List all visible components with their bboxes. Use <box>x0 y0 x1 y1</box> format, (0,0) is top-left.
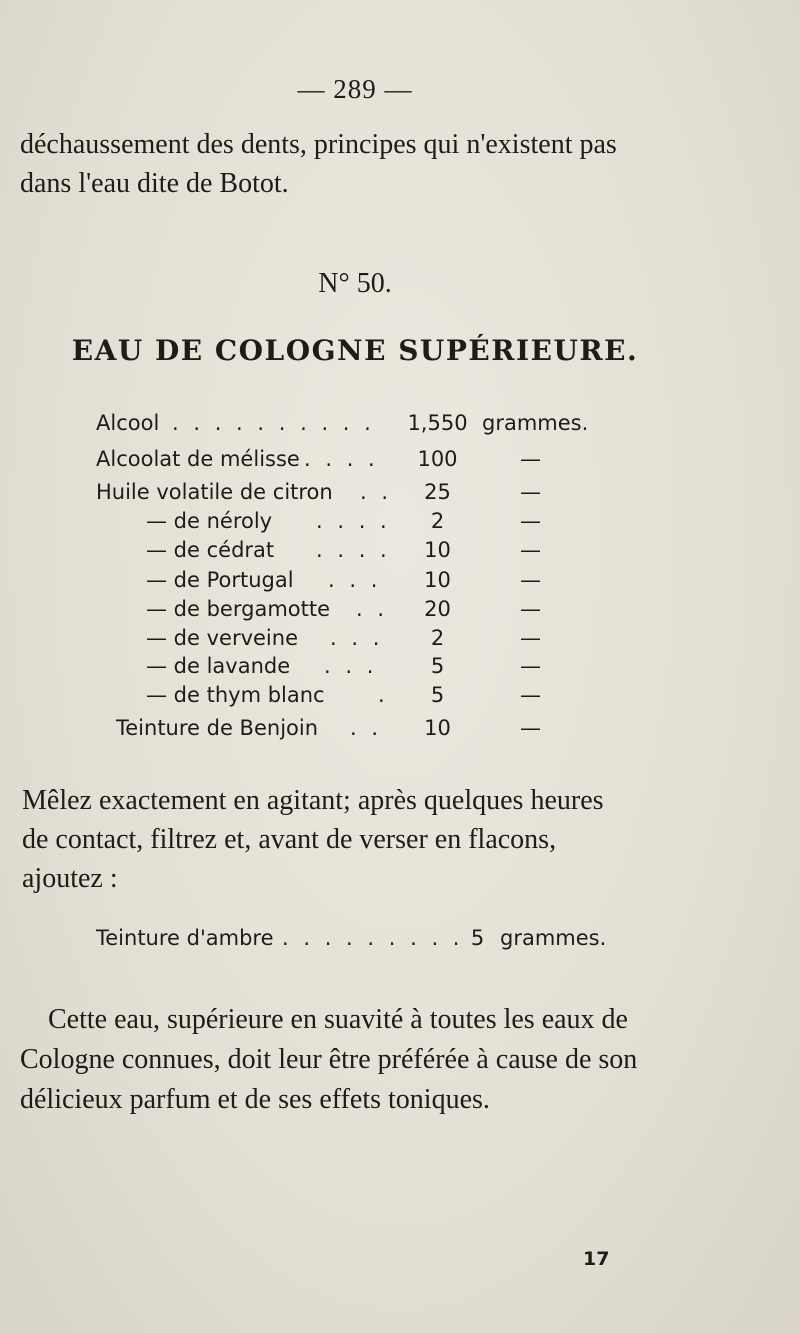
ingredient-unit: — <box>520 538 541 562</box>
closing-line-3: délicieux parfum et de ses effets toniques. <box>20 1084 490 1115</box>
ingredient-quantity: 1,550 <box>407 411 468 435</box>
ingredient-quantity: 5 <box>430 654 445 678</box>
ingredient-name: — de Portugal <box>146 568 294 592</box>
ingredient-unit: grammes. <box>500 926 607 950</box>
ingredient-quantity: 10 <box>424 538 451 562</box>
ingredient-leader: . <box>378 683 389 707</box>
ingredient-unit: — <box>520 509 541 533</box>
ingredient-leader: . . . <box>330 626 384 650</box>
ingredient-name: Teinture d'ambre <box>96 926 274 950</box>
ingredient-unit: — <box>520 654 541 678</box>
ingredient-leader: . . . <box>328 568 382 592</box>
ingredient-quantity: 5 <box>430 683 445 707</box>
signature-mark: 17 <box>583 1248 610 1270</box>
ingredient-quantity: 20 <box>424 597 451 621</box>
ingredient-unit: grammes. <box>482 411 589 435</box>
ingredient-quantity: 100 <box>417 447 458 471</box>
ingredient-leader: . . <box>350 716 383 740</box>
ingredient-name: — de lavande <box>146 654 291 678</box>
ingredient-row <box>0 441 800 477</box>
intro-line-1: déchaussement des dents, principes qui n'existent pas <box>20 129 617 160</box>
ingredient-leader: . . . . . . . . . <box>282 926 464 950</box>
ingredient-unit: — <box>520 683 541 707</box>
amber-ingredient-row <box>0 920 800 956</box>
ingredient-quantity: 2 <box>430 626 445 650</box>
closing-line-2: Cologne connues, doit leur être préférée à cause de son <box>20 1044 638 1075</box>
recipe-title: EAU DE COLOGNE SUPÉRIEURE. <box>71 334 639 367</box>
ingredient-leader: . . <box>360 480 393 504</box>
ingredient-unit: — <box>520 568 541 592</box>
ingredient-quantity: 10 <box>424 716 451 740</box>
ingredient-name: Alcool <box>96 411 160 435</box>
ingredient-name: Huile volatile de citron <box>96 480 333 504</box>
ingredient-unit: — <box>520 716 541 740</box>
instructions-line-3: ajoutez : <box>22 863 118 894</box>
ingredient-leader: . . . . <box>316 509 391 533</box>
ingredient-row <box>0 710 800 746</box>
instructions-line-2: de contact, filtrez et, avant de verser en flacons, <box>22 824 557 855</box>
ingredient-name: — de néroly <box>146 509 273 533</box>
ingredient-name: Teinture de Benjoin <box>116 716 319 740</box>
ingredient-unit: — <box>520 597 541 621</box>
ingredient-name: — de thym blanc <box>146 683 325 707</box>
ingredient-unit: — <box>520 447 541 471</box>
ingredient-name: — de bergamotte <box>146 597 331 621</box>
ingredient-quantity: 2 <box>430 509 445 533</box>
ingredient-leader: . . . <box>324 654 378 678</box>
instructions-line-1: Mêlez exactement en agitant; après quelques heures <box>22 785 604 816</box>
ingredient-row <box>0 405 800 441</box>
ingredient-name: Alcoolat de mélisse <box>96 447 300 471</box>
recipe-number: N° 50. <box>318 268 392 299</box>
ingredient-name: — de verveine <box>146 626 298 650</box>
ingredient-unit: — <box>520 626 541 650</box>
closing-line-1: Cette eau, supérieure en suavité à toutes les eaux de <box>48 1004 628 1035</box>
ingredient-quantity: 10 <box>424 568 451 592</box>
ingredient-quantity: 25 <box>424 480 451 504</box>
ingredient-row <box>0 677 800 713</box>
ingredient-unit: — <box>520 480 541 504</box>
ingredient-quantity: 5 <box>470 926 485 950</box>
ingredient-leader: . . <box>356 597 389 621</box>
ingredient-leader: . . . . . . . . . . <box>172 411 375 435</box>
ingredient-leader: . . . . <box>304 447 379 471</box>
ingredient-leader: . . . . <box>316 538 391 562</box>
page-number: — 289 — <box>297 74 413 104</box>
ingredient-name: — de cédrat <box>146 538 275 562</box>
intro-line-2: dans l'eau dite de Botot. <box>20 168 289 199</box>
